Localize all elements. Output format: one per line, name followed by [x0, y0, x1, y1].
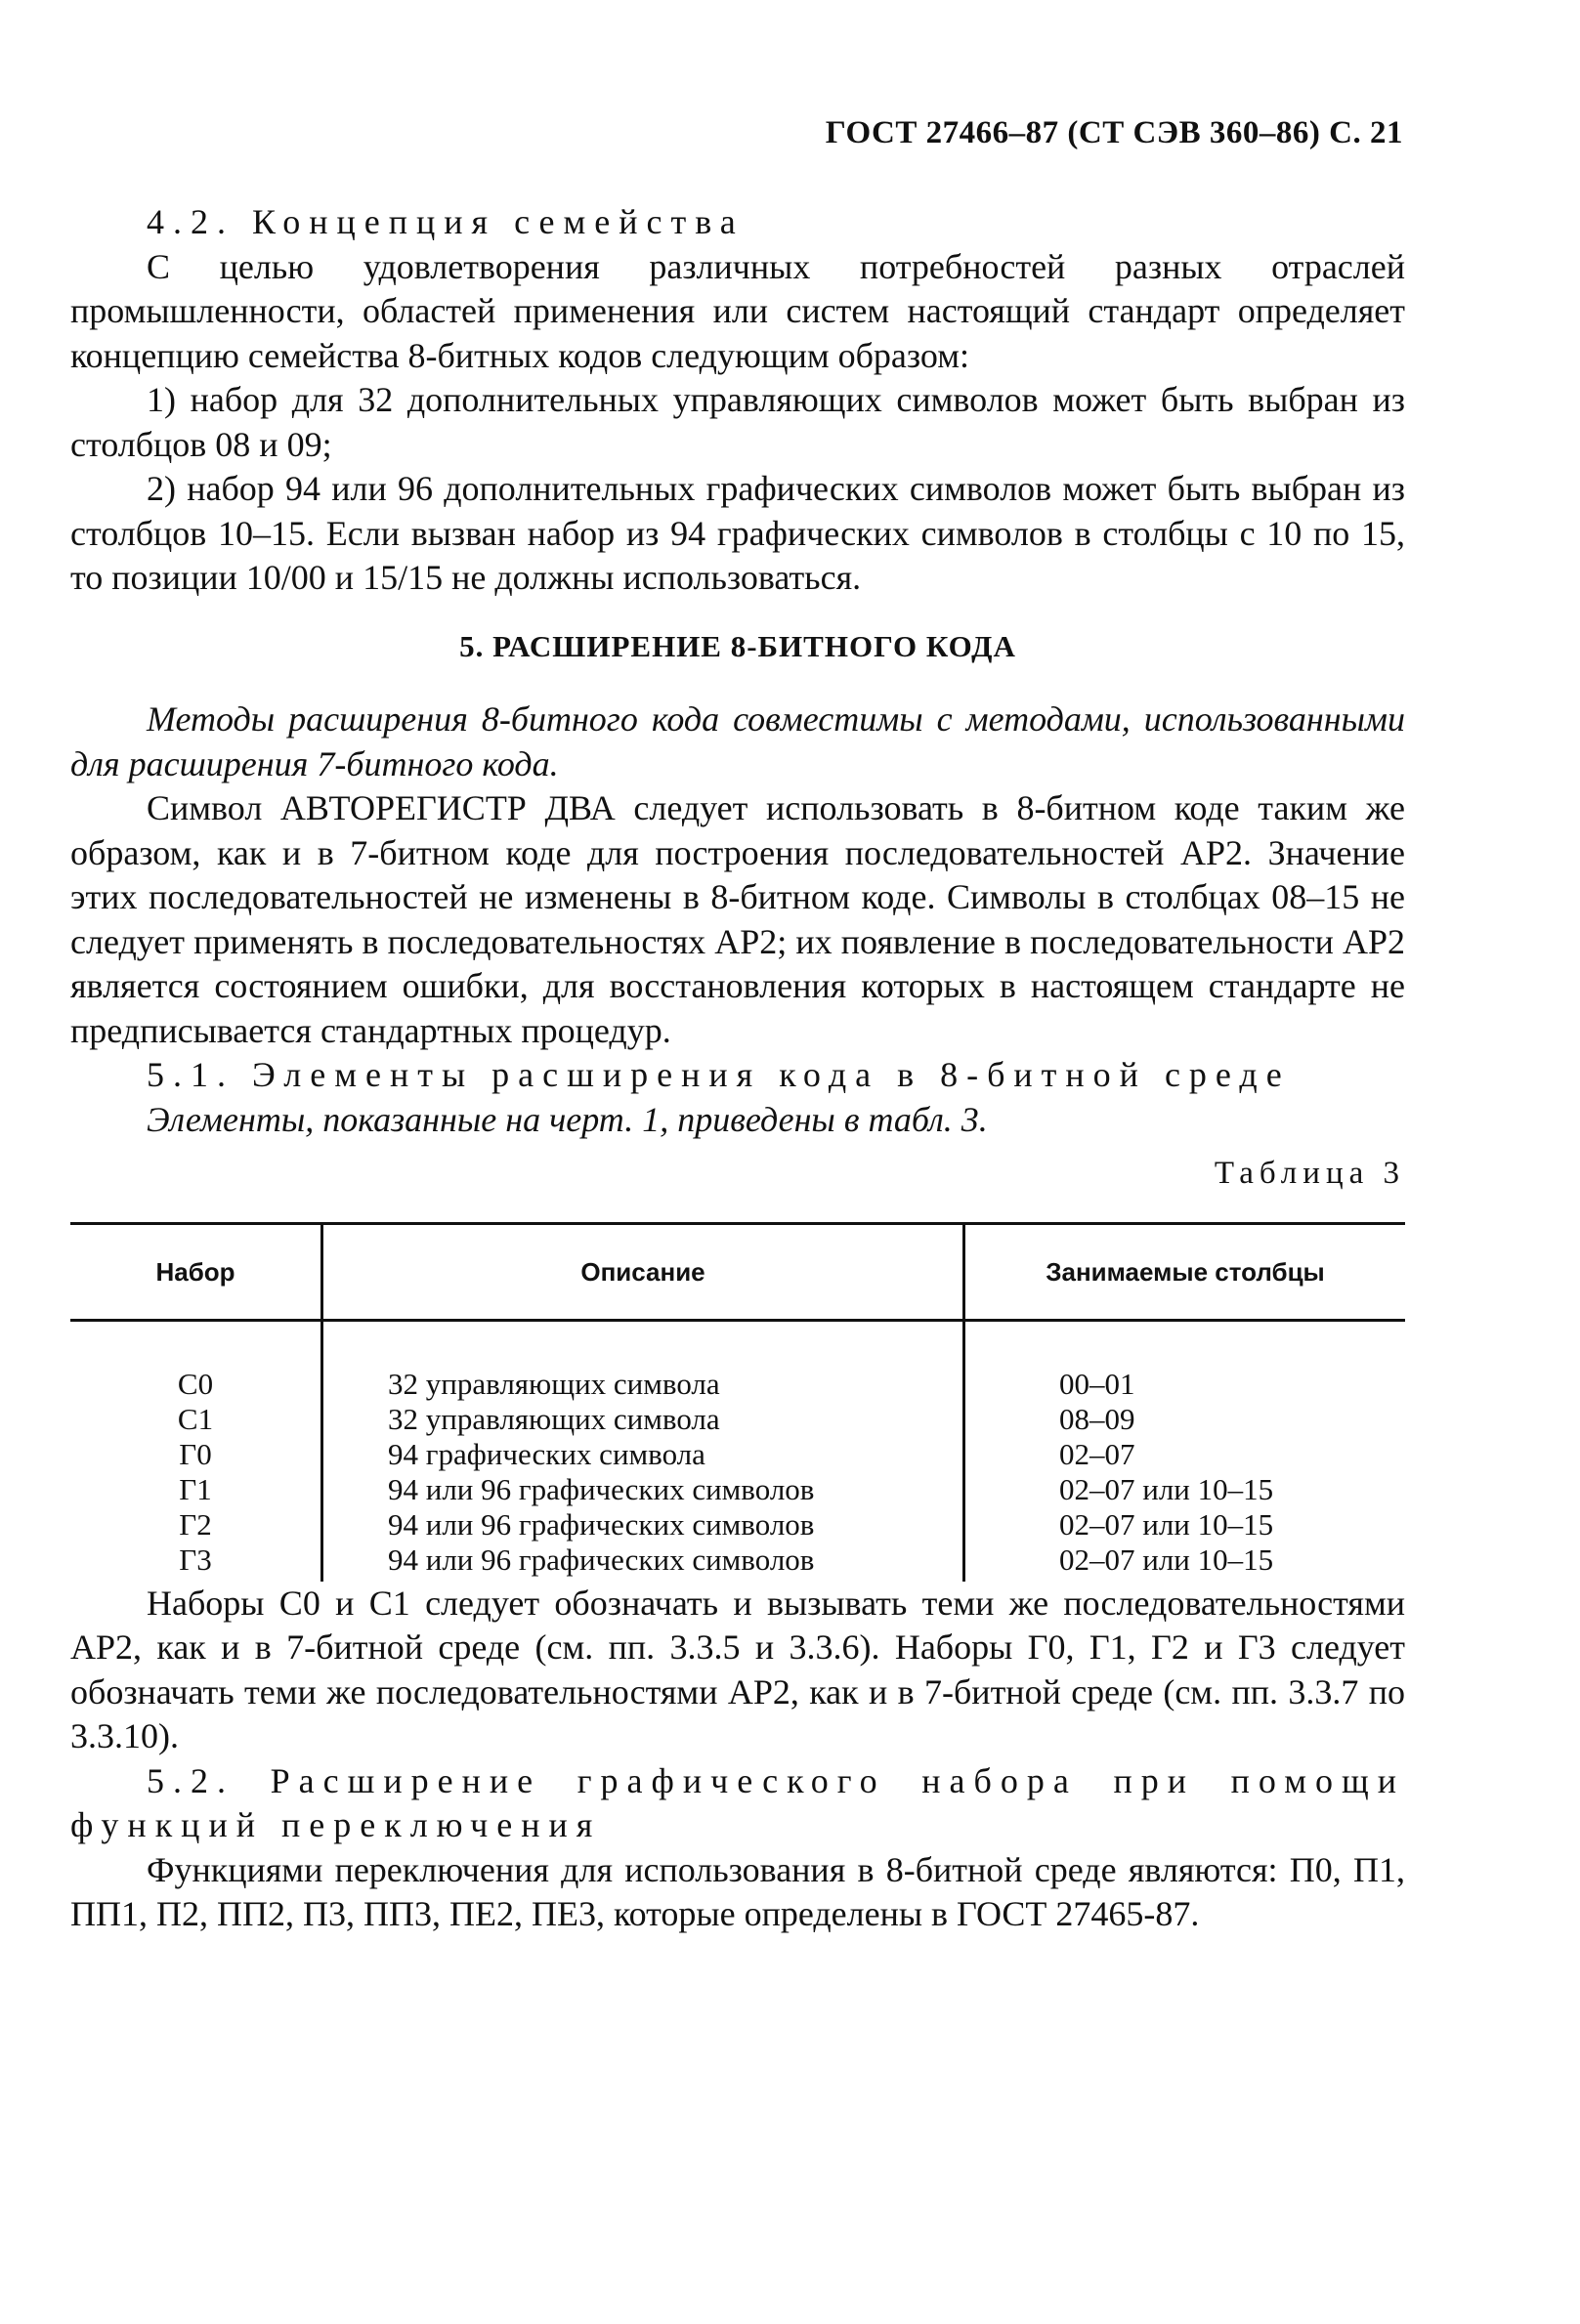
- table-cell-set: С0: [70, 1320, 322, 1402]
- after-table-paragraph: Наборы С0 и С1 следует обозначать и вызывать теми же последовательностями АР2, как и в 7-битной среде (см. пп. 3.3.5 и 3.3.6). Наборы Г0, Г1, Г2 и Г3 следует обозначать теми же последовательностями АР2, как и в 7-битной среде (см. пп. 3.3.7 по 3.3.10).: [70, 1583, 1405, 1755]
- section-4-2-item-2: 2) набор 94 или 96 дополнительных графических символов может быть выбран из столбцов 10–15. Если вызван набор из 94 графических символов в столбцы с 10 по 15, то позиции 10/00 и 15/15 не должны использоваться.: [70, 469, 1405, 597]
- table-row: [70, 1320, 1405, 1402]
- table-cell-description: 94 или 96 графических символов: [322, 1542, 964, 1582]
- section-5-2-body: Функциями переключения для использования в 8-битной среде являются: П0, П1, ПП1, П2, ПП2, П3, ПП3, ПЕ2, ПЕ3, которые определены в ГОСТ 27465-87.: [70, 1849, 1405, 1933]
- table-cell-set: Г2: [70, 1507, 322, 1542]
- table-header-set: Набор: [70, 1223, 322, 1320]
- table-3: [70, 1222, 1405, 1582]
- section-4-2-body: С целью удовлетворения различных потребностей разных отраслей промышленности, областей применения или систем настоящий стандарт определяет концепцию семейства 8-битных кодов следующим образом:: [70, 246, 1405, 375]
- page-content: [70, 200, 1405, 1937]
- table-cell-description: 94 или 96 графических символов: [322, 1507, 964, 1542]
- section-5-body: Символ АВТОРЕГИСТР ДВА следует использовать в 8-битном коде таким же образом, как и в 7-битном коде для построения последовательностей АР2. Значение этих последовательностей не изменены в 8-битном коде. Символы в столбцах 08–15 не следует применять в последовательностях АР2; их появление в последовательности АР2 является состоянием ошибки, для восстановления которых в настоящем стандарте не предписывается стандартных процедур.: [70, 788, 1405, 1050]
- table-cell-columns: 02–07 или 10–15: [1059, 1471, 1274, 1506]
- page-header: ГОСТ 27466–87 (СТ СЭВ 360–86) С. 21: [825, 115, 1403, 150]
- table-cell-description: 94 графических символа: [322, 1437, 964, 1472]
- table-cell-set: С1: [70, 1402, 322, 1437]
- section-5-1-title: 5.1. Элементы расширения кода в 8-битной среде: [147, 1055, 1291, 1094]
- table-cell-columns: 00–01: [1059, 1366, 1135, 1401]
- table-cell-set: Г1: [70, 1472, 322, 1507]
- table-cell-description: 94 или 96 графических символов: [322, 1472, 964, 1507]
- table-header-row: [70, 1223, 1405, 1320]
- table-cell-columns: 02–07 или 10–15: [1059, 1506, 1274, 1542]
- table-row: [70, 1402, 1405, 1437]
- section-4-2-title: 4.2. Концепция семейства: [147, 202, 745, 241]
- table-cell-description: 32 управляющих символа: [322, 1320, 964, 1402]
- table-cell-columns: 02–07: [1059, 1436, 1135, 1471]
- table-header-description: Описание: [322, 1223, 964, 1320]
- section-5-title: 5. РАСШИРЕНИЕ 8-БИТНОГО КОДА: [459, 628, 1016, 663]
- table-cell-columns: 02–07 или 10–15: [1059, 1542, 1274, 1577]
- table-row: [70, 1507, 1405, 1542]
- table-header-columns: Занимаемые столбцы: [964, 1223, 1406, 1320]
- table-row: [70, 1472, 1405, 1507]
- section-5-intro: Методы расширения 8-битного кода совместимы с методами, использованными для расширения 7-битного кода.: [70, 699, 1405, 783]
- section-5-1-body: Элементы, показанные на черт. 1, приведены в табл. 3.: [147, 1099, 988, 1139]
- section-4-2-item-1: 1) набор для 32 дополнительных управляющих символов может быть выбран из столбцов 08 и 09;: [70, 380, 1405, 464]
- table-row: [70, 1437, 1405, 1472]
- table-cell-set: Г0: [70, 1437, 322, 1472]
- table-row: [70, 1542, 1405, 1582]
- table-cell-columns: 08–09: [1059, 1401, 1135, 1436]
- table-label: Таблица 3: [1214, 1156, 1405, 1191]
- table-cell-set: Г3: [70, 1542, 322, 1582]
- table-cell-description: 32 управляющих символа: [322, 1402, 964, 1437]
- section-5-2-title: 5.2. Расширение графического набора при помощи функций переключения: [70, 1760, 1405, 1844]
